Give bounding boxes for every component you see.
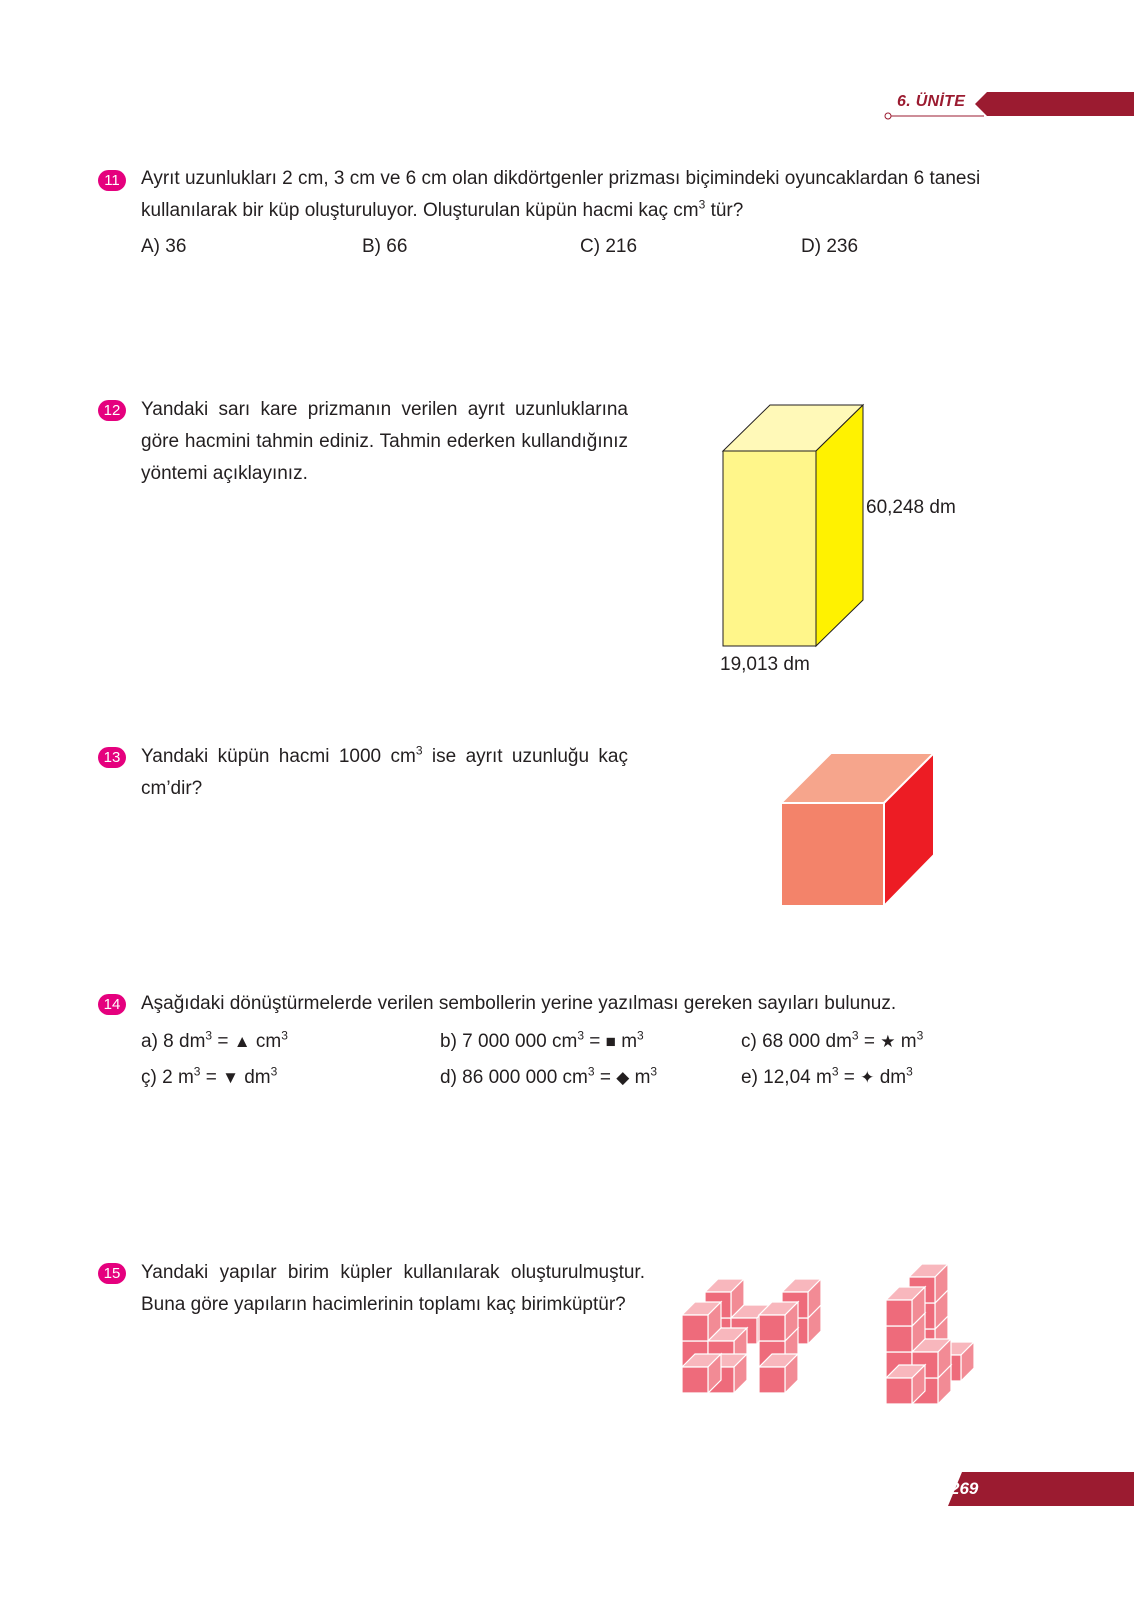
conversion-e: e) 12,04 $m^3$ = ✦ $dm^3$ bbox=[741, 1064, 913, 1088]
diamond-icon: ◆ bbox=[616, 1068, 630, 1087]
triangle-up-icon: ▲ bbox=[233, 1032, 251, 1051]
star-icon: ★ bbox=[880, 1032, 896, 1051]
option-c: C) 216 bbox=[580, 236, 638, 257]
question-12-line1: Yandaki sarı kare prizmanın verilen ayrıt uzunluklarına bbox=[141, 399, 628, 420]
question-number-15: 15 bbox=[98, 1263, 126, 1284]
prism-height-label: 60,248 dm bbox=[866, 497, 956, 518]
cube-structure-2 bbox=[886, 1264, 974, 1404]
option-d: D) 236 bbox=[801, 236, 859, 257]
question-number-11: 11 bbox=[98, 170, 126, 191]
red-cube bbox=[778, 750, 938, 910]
question-number-14: 14 bbox=[98, 994, 126, 1015]
conversion-c-cedilla: ç) 2 $m^3$ = ▼ $dm^3$ bbox=[141, 1064, 278, 1088]
question-11-line2: kullanılarak bir küp oluşturuluyor. Oluşturulan küpün hacmi kaç $cm^3$ tür? bbox=[141, 197, 744, 221]
question-13-line1: Yandaki küpün hacmi 1000 $cm^3$ ise ayrıt uzunluğu kaç bbox=[141, 743, 628, 767]
question-15-line2: Buna göre yapıların hacimlerinin toplamı kaç birimküptür? bbox=[141, 1294, 626, 1315]
question-14-intro: Aşağıdaki dönüştürmelerde verilen sembollerin yerine yazılması gereken sayıları bulunuz. bbox=[141, 993, 897, 1014]
square-icon: ■ bbox=[605, 1032, 616, 1051]
cube-structure-1 bbox=[682, 1279, 821, 1393]
four-point-star-icon: ✦ bbox=[860, 1068, 875, 1087]
unit-label: 6. ÜNİTE bbox=[897, 93, 966, 110]
conversion-b: b) 7 000 000 $cm^3$ = ■ $m^3$ bbox=[440, 1028, 644, 1052]
conversion-a: a) 8 $dm^3$ = ▲ $cm^3$ bbox=[141, 1028, 288, 1052]
conversion-d: d) 86 000 000 $cm^3$ = ◆ $m^3$ bbox=[440, 1064, 658, 1088]
prism-base-label: 19,013 dm bbox=[720, 654, 810, 675]
question-number-13: 13 bbox=[98, 747, 126, 768]
question-12-line2: göre hacmini tahmin ediniz. Tahmin ederken kullandığınız bbox=[141, 431, 628, 452]
conversion-c: c) 68 000 $dm^3$ = ★ $m^3$ bbox=[741, 1028, 924, 1052]
question-12-line3: yöntemi açıklayınız. bbox=[141, 463, 308, 484]
question-11-line1: Ayrıt uzunlukları 2 cm, 3 cm ve 6 cm olan dikdörtgenler prizması biçimindeki oyuncaklardan 6 tanesi bbox=[141, 168, 981, 189]
yellow-square-prism bbox=[715, 398, 870, 653]
triangle-down-icon: ▼ bbox=[222, 1068, 239, 1087]
question-number-12: 12 bbox=[98, 400, 126, 421]
unit-cube-structures bbox=[670, 1255, 990, 1415]
page-number: 269 bbox=[950, 1479, 979, 1498]
option-a: A) 36 bbox=[141, 236, 187, 257]
option-b: B) 66 bbox=[362, 236, 408, 257]
question-13-line2: cm’dir? bbox=[141, 778, 203, 799]
question-15-line1: Yandaki yapılar birim küpler kullanılarak oluşturulmuştur. bbox=[141, 1262, 645, 1283]
